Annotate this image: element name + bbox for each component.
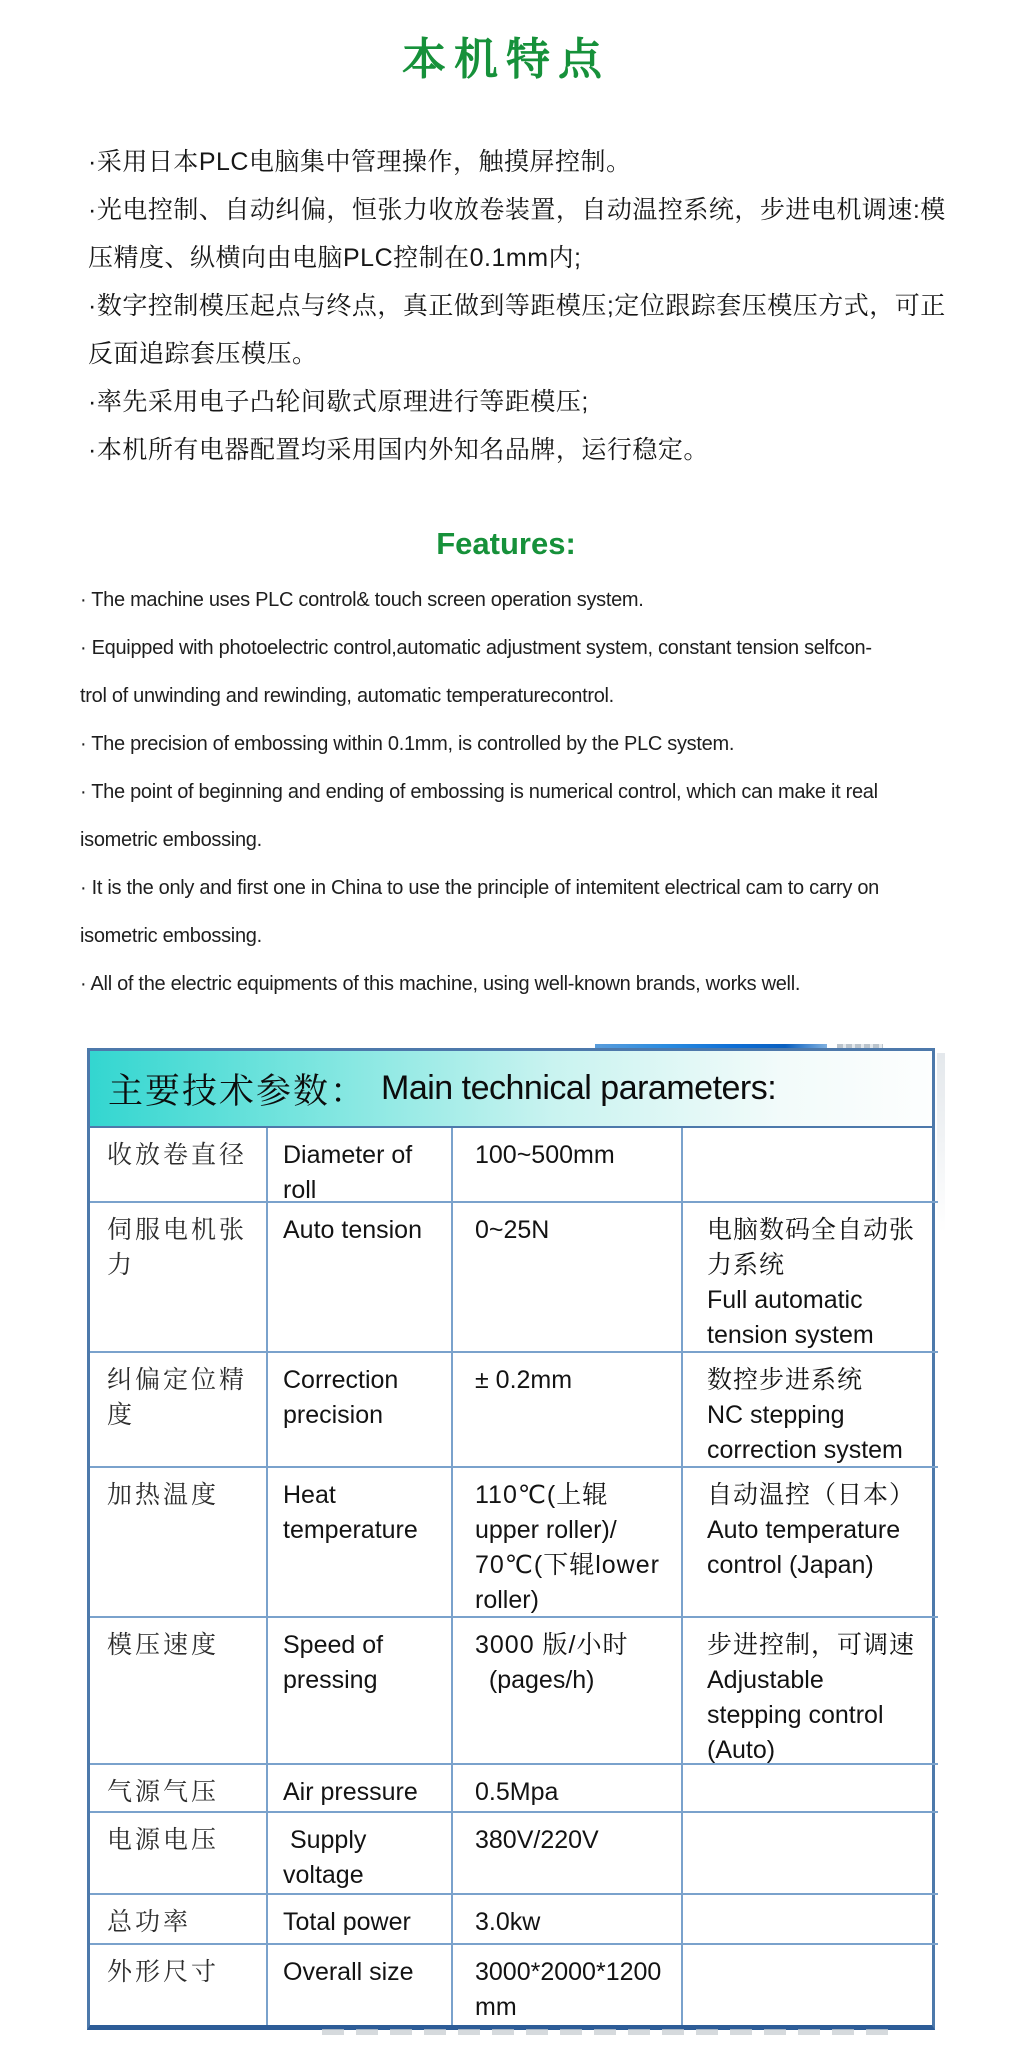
table-cell-line: stepping control	[707, 1701, 884, 1729]
table-cell-note	[683, 1353, 938, 1468]
table-cell-line: control (Japan)	[707, 1551, 874, 1579]
table-cell-line: precision	[283, 1401, 384, 1429]
table-cell-line: Correction	[283, 1366, 399, 1394]
feature-line-zh: ·采用日本PLC电脑集中管理操作，触摸屏控制。	[88, 148, 632, 176]
table-grid	[87, 1128, 935, 2030]
right-smudge-artifact	[937, 1053, 945, 1233]
table-cell-name-zh	[90, 1945, 268, 2025]
feature-line-zh: 压精度、纵横向由电脑PLC控制在0.1mm内;	[88, 244, 582, 272]
table-cell-line: 0.5Mpa	[475, 1778, 559, 1806]
table-cell-line: 380V/220V	[475, 1826, 599, 1854]
table-cell-value	[453, 1765, 683, 1813]
table-cell-line: 110℃(上辊	[475, 1481, 609, 1509]
table-cell-line: Overall size	[283, 1958, 414, 1986]
feature-line-zh: ·率先采用电子凸轮间歇式原理进行等距模压;	[88, 388, 589, 416]
table-cell-name-en	[268, 1618, 453, 1765]
table-cell-note	[683, 1813, 938, 1895]
features-zh-paragraph	[88, 138, 948, 474]
table-cell-name-zh	[90, 1813, 268, 1895]
table-cell-value	[453, 1128, 683, 1203]
table-cell-name-zh	[90, 1468, 268, 1618]
table-cell-line: roll	[283, 1176, 317, 1203]
table-cell-name-zh	[90, 1353, 268, 1468]
table-cell-value	[453, 1353, 683, 1468]
table-cell-line: Air pressure	[283, 1778, 418, 1806]
table-cell-value	[453, 1468, 683, 1618]
features-en-paragraph	[80, 576, 960, 1008]
table-cell-note	[683, 1895, 938, 1945]
table-cell-name-en	[268, 1945, 453, 2025]
table-cell-line: 0~25N	[475, 1216, 550, 1244]
table-cell-line: 3000*2000*1200	[475, 1958, 662, 1986]
table-cell-line: 电脑数码全自动张	[707, 1216, 916, 1244]
table-cell-line: 力	[107, 1251, 136, 1279]
table-cell-name-zh	[90, 1895, 268, 1945]
table-cell-line: 加热温度	[107, 1481, 220, 1509]
features-heading: Features:	[436, 526, 576, 561]
table-header-zh: 主要技术参数：	[108, 1071, 368, 1111]
feature-line-en: · The point of beginning and ending of embossing is numerical control, which can make it real	[80, 781, 878, 803]
feature-line-zh: ·光电控制、自动纠偏，恒张力收放卷装置，自动温控系统，步进电机调速:模	[88, 196, 946, 224]
table-cell-line: 步进控制，可调速	[707, 1631, 916, 1659]
table-cell-line: 收放卷直径	[107, 1141, 248, 1169]
table-cell-line: 外形尺寸	[107, 1958, 220, 1986]
table-cell-name-zh	[90, 1618, 268, 1765]
table-cell-line: temperature	[283, 1516, 418, 1544]
table-cell-note	[683, 1128, 938, 1203]
technical-parameters-table	[87, 1048, 935, 2030]
table-cell-line: 自动温控（日本）	[707, 1481, 916, 1509]
table-cell-line: 纠偏定位精	[107, 1366, 248, 1394]
table-cell-line: Supply	[283, 1826, 367, 1854]
table-cell-line: 70℃(下辊lower	[475, 1551, 660, 1579]
bottom-dash-artifact	[322, 2029, 897, 2035]
feature-line-zh: ·本机所有电器配置均采用国内外知名品牌，运行稳定。	[88, 436, 709, 464]
table-cell-value	[453, 1945, 683, 2025]
table-cell-name-en	[268, 1813, 453, 1895]
table-cell-line: 电源电压	[107, 1826, 220, 1854]
table-cell-value	[453, 1618, 683, 1765]
table-cell-note	[683, 1945, 938, 2025]
table-cell-note	[683, 1765, 938, 1813]
table-cell-line: Auto temperature	[707, 1516, 901, 1544]
table-cell-line: NC stepping	[707, 1401, 845, 1429]
table-cell-line: 力系统	[707, 1251, 786, 1279]
table-cell-line: 3000 版/小时	[475, 1631, 629, 1659]
feature-line-zh: ·数字控制模压起点与终点，真正做到等距模压;定位跟踪套压模压方式，可正	[88, 292, 946, 320]
table-cell-line: correction system	[707, 1436, 903, 1464]
feature-line-en: · The machine uses PLC control& touch screen operation system.	[80, 589, 644, 611]
table-cell-line: Auto tension	[283, 1216, 422, 1244]
table-cell-note	[683, 1618, 938, 1765]
table-cell-line: Total power	[283, 1908, 411, 1936]
table-cell-line: 气源气压	[107, 1778, 220, 1806]
feature-line-en: · The precision of embossing within 0.1mm, is controlled by the PLC system.	[80, 733, 735, 755]
table-header-en: Main technical parameters:	[381, 1069, 777, 1107]
table-cell-name-zh	[90, 1203, 268, 1353]
table-cell-line: tension system	[707, 1321, 874, 1349]
table-cell-line: (Auto)	[707, 1736, 776, 1764]
table-cell-value	[453, 1203, 683, 1353]
table-cell-line: ± 0.2mm	[475, 1366, 573, 1394]
table-cell-line: 模压速度	[107, 1631, 220, 1659]
feature-line-en: · Equipped with photoelectric control,automatic adjustment system, constant tension selfcon-	[80, 637, 872, 659]
table-cell-note	[683, 1468, 938, 1618]
table-cell-line: upper roller)/	[475, 1516, 617, 1544]
table-cell-value	[453, 1813, 683, 1895]
feature-line-zh: 反面追踪套压模压。	[88, 340, 318, 368]
table-cell-line: voltage	[283, 1861, 364, 1889]
table-cell-line: (pages/h)	[475, 1666, 595, 1694]
feature-line-en: isometric embossing.	[80, 829, 262, 851]
page-title: 本机特点	[402, 35, 610, 84]
table-cell-name-zh	[90, 1765, 268, 1813]
table-cell-line: Full automatic	[707, 1286, 863, 1314]
table-cell-name-en	[268, 1203, 453, 1353]
table-cell-name-zh	[90, 1128, 268, 1203]
table-cell-line: 度	[107, 1401, 136, 1429]
table-cell-name-en	[268, 1353, 453, 1468]
feature-line-en: trol of unwinding and rewinding, automatic temperaturecontrol.	[80, 685, 614, 707]
table-cell-line: pressing	[283, 1666, 378, 1694]
feature-line-en: · All of the electric equipments of this machine, using well-known brands, works well.	[80, 973, 801, 995]
table-cell-line: Diameter of	[283, 1141, 413, 1169]
table-cell-line: 100~500mm	[475, 1141, 615, 1169]
table-cell-line: Adjustable	[707, 1666, 824, 1694]
table-cell-name-en	[268, 1128, 453, 1203]
table-cell-line: 伺服电机张	[107, 1216, 248, 1244]
table-cell-name-en	[268, 1895, 453, 1945]
feature-line-en: · It is the only and first one in China to use the principle of intemitent electrical cam to carry on	[80, 877, 879, 899]
table-cell-line: 总功率	[107, 1908, 192, 1936]
table-cell-line: roller)	[475, 1586, 539, 1614]
table-cell-line: mm	[475, 1993, 517, 2021]
table-cell-note	[683, 1203, 938, 1353]
feature-line-en: isometric embossing.	[80, 925, 262, 947]
table-header	[87, 1048, 935, 1128]
table-cell-name-en	[268, 1765, 453, 1813]
table-cell-line: Heat	[283, 1481, 336, 1509]
table-cell-name-en	[268, 1468, 453, 1618]
table-cell-value	[453, 1895, 683, 1945]
table-cell-line: 数控步进系统	[707, 1366, 864, 1394]
table-cell-line: Speed of	[283, 1631, 384, 1659]
table-cell-line: 3.0kw	[475, 1908, 541, 1936]
